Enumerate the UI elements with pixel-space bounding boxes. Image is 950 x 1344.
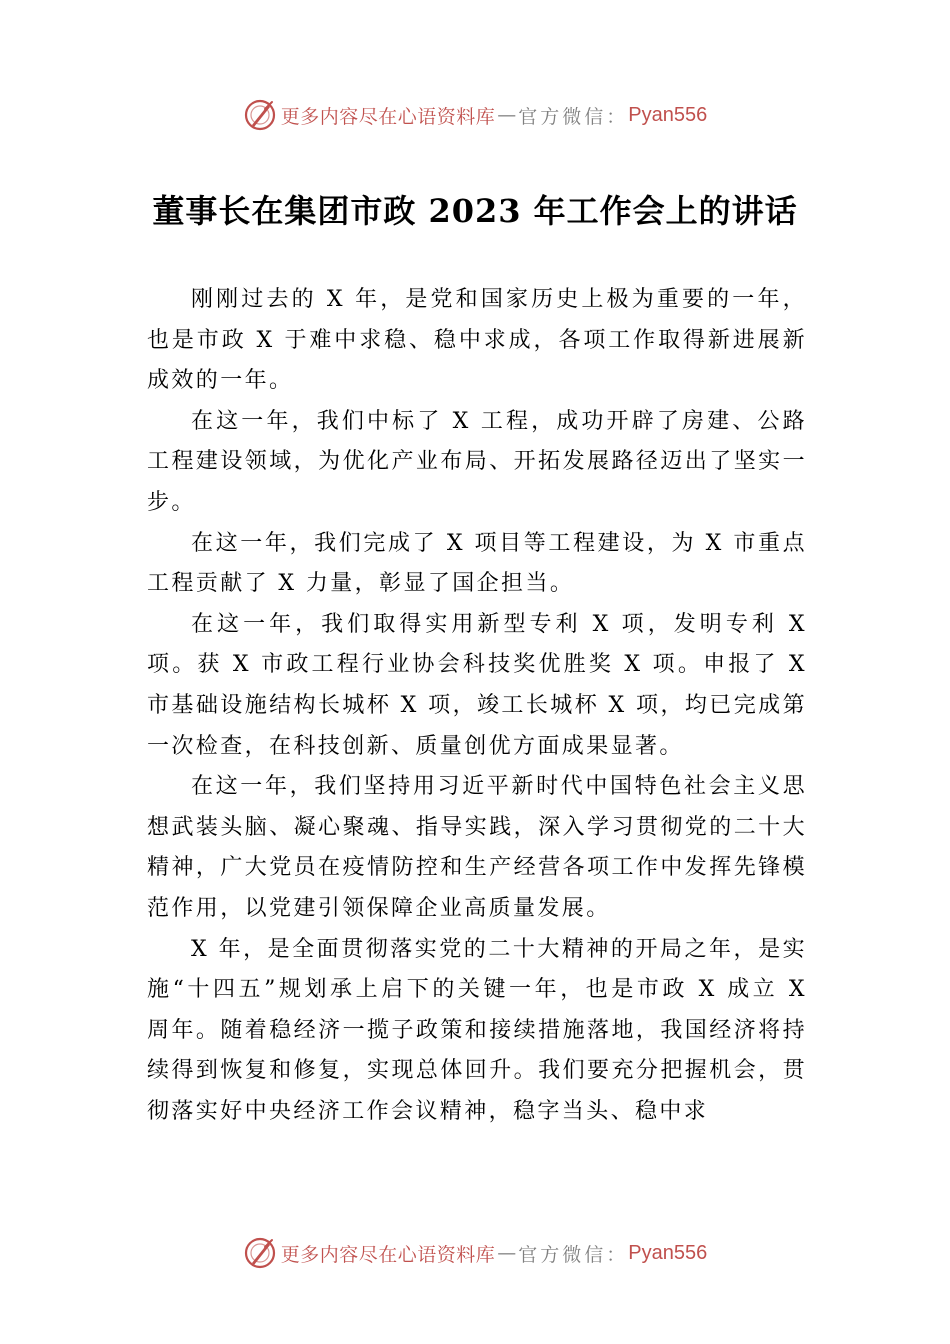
watermark-wechat-label: 官方微信： <box>518 105 629 128</box>
document-title: 董事长在集团市政 2023 年工作会上的讲话 <box>152 192 798 230</box>
body-paragraph: 在这一年，我们坚持用习近平新时代中国特色社会主义思想武装头脑、凝心聚魂、指导实践，深入学习贯彻党的二十大精神，广大党员在疫情防控和生产经营各项工作中发挥先锋模范作用，以党建引领保障企业高质量发展。 <box>147 774 807 921</box>
watermark-separator: — <box>497 1242 517 1264</box>
watermark-brand-text: 更多内容尽在心语资料库 <box>280 105 496 128</box>
body-paragraph: 在这一年，我们中标了 X 工程，成功开辟了房建、公路工程建设领域，为优化产业布局、开拓发展路径迈出了坚实一步。 <box>147 408 807 515</box>
header-watermark-banner <box>0 95 950 135</box>
watermark-brand-text: 更多内容尽在心语资料库 <box>280 1243 496 1266</box>
quill-logo-icon <box>243 98 277 132</box>
watermark-wechat-id: Pyan556 <box>628 1241 708 1264</box>
body-paragraph: 在这一年，我们取得实用新型专利 X 项，发明专利 X 项。获 X 市政工程行业协会科技奖优胜奖 X 项。申报了 X 市基础设施结构长城杯 X 项，竣工长城杯 X 项，均已完成第一次检查，在科技创新、质量创优方面成果显著。 <box>147 611 807 759</box>
body-paragraph: 在这一年，我们完成了 X 项目等工程建设，为 X 市重点工程贡献了 X 力量，彰显了国企担当。 <box>147 530 807 597</box>
footer-watermark-banner <box>0 1233 950 1273</box>
quill-logo-icon <box>243 1236 277 1270</box>
watermark-separator: — <box>497 104 517 126</box>
body-paragraph: 刚刚过去的 X 年，是党和国家历史上极为重要的一年，也是市政 X 于难中求稳、稳中求成，各项工作取得新进展新成效的一年。 <box>147 287 807 394</box>
watermark-wechat-label: 官方微信： <box>518 1243 629 1266</box>
watermark-wechat-id: Pyan556 <box>628 103 708 126</box>
document-body <box>147 280 807 1132</box>
body-paragraph: X 年，是全面贯彻落实党的二十大精神的开局之年，是实施“十四五”规划承上启下的关键一年，也是市政 X 成立 X 周年。随着稳经济一揽子政策和接续措施落地，我国经济将持续得到恢复和修复，实现总体回升。我们要充分把握机会，贯彻落实好中央经济工作会议精神，稳字当头、稳中求 <box>147 936 807 1124</box>
